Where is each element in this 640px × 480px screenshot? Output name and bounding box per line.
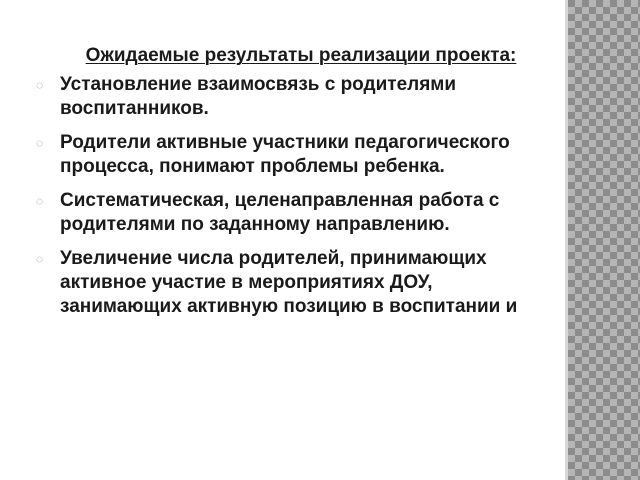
bullet-icon: ◌ [36,252,44,266]
bullet-text: Родители активные участники педагогического процесса, понимают проблемы ребенка. [60,132,510,177]
bullet-icon: ◌ [36,136,44,150]
bullet-item [36,189,546,237]
bullet-list [36,73,546,319]
bullet-text: Систематическая, целенаправленная работа с родителями по заданному направлению. [60,190,500,235]
bullet-item [36,247,546,319]
bullet-item [36,73,546,121]
decorative-pattern-strip [568,0,640,480]
bullet-item [36,131,546,179]
bullet-icon: ◌ [36,78,44,92]
slide-content [36,44,546,329]
slide-heading: Ожидаемые результаты реализации проекта: [85,45,517,66]
bullet-icon: ◌ [36,194,44,208]
bullet-text: Установление взаимосвязь с родителями воспитанников. [60,74,457,119]
bullet-text: Увеличение числа родителей, принимающих активное участие в мероприятиях ДОУ, занимающих активную позицию в воспитании и [60,248,518,317]
